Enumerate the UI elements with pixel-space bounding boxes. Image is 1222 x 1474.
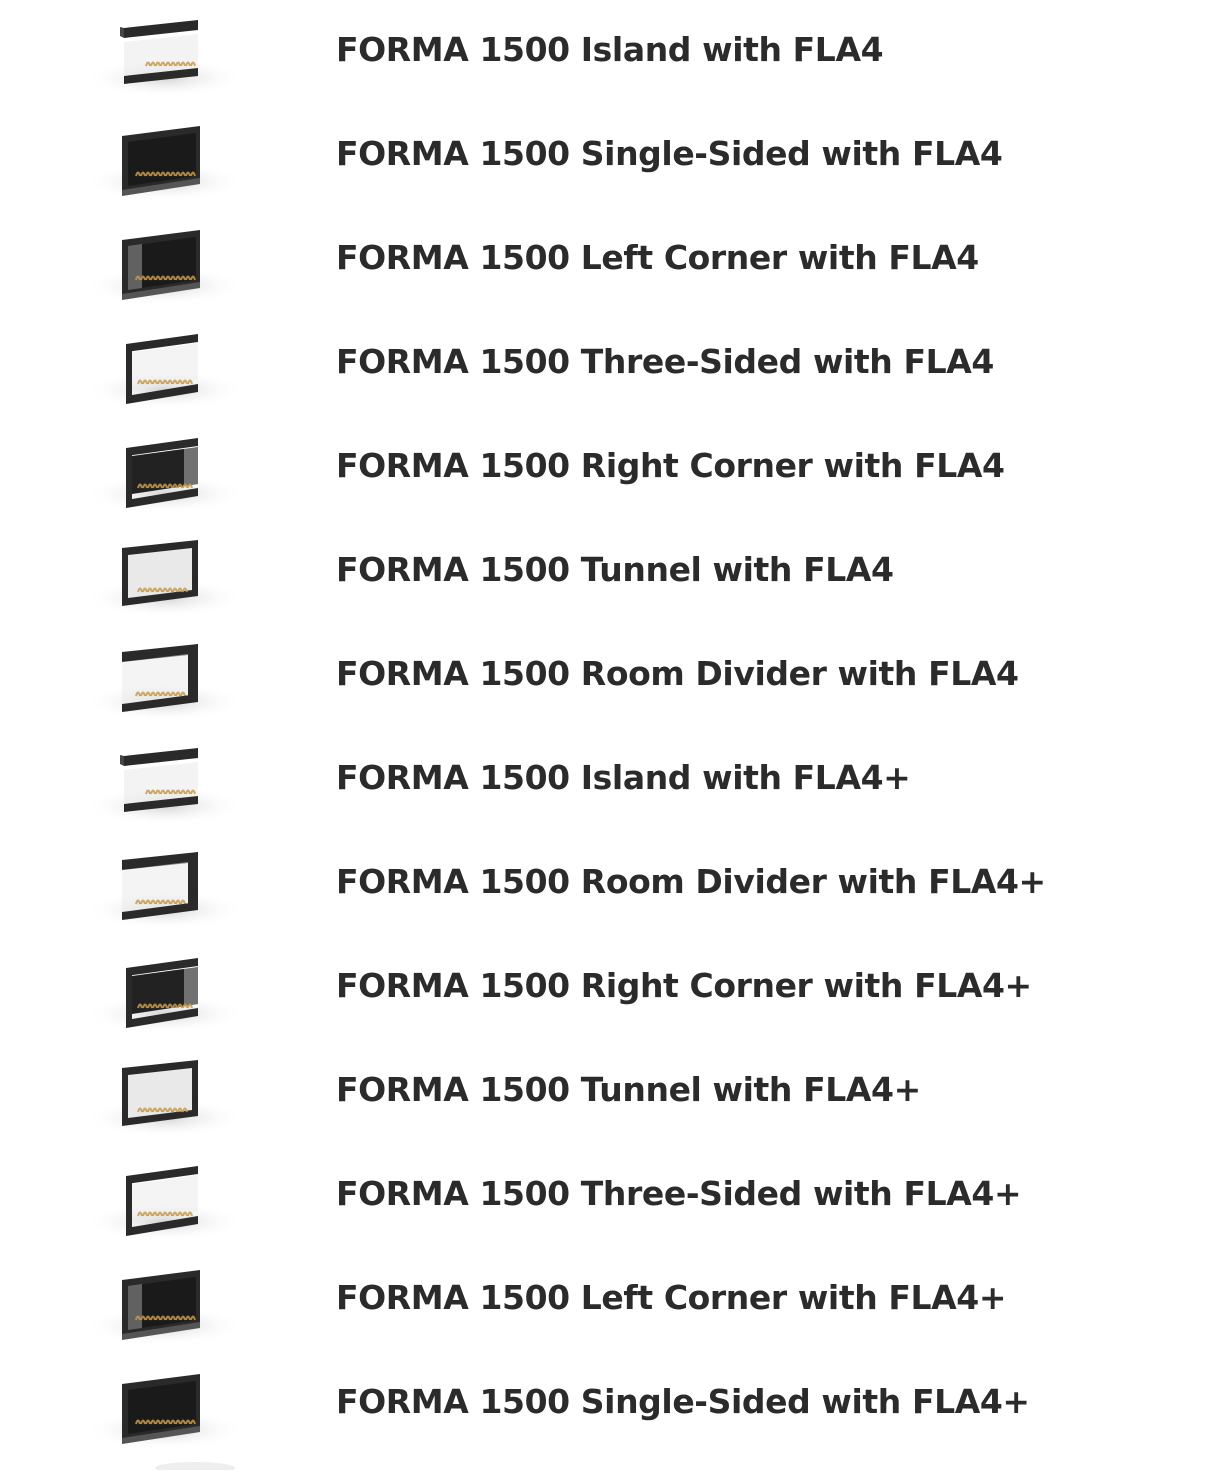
product-title[interactable]: FORMA 1500 Island with FLA4 — [336, 30, 884, 69]
product-title[interactable]: FORMA 1500 Right Corner with FLA4+ — [336, 966, 1032, 1005]
fireplace-room-divider-thumbnail[interactable] — [80, 830, 250, 938]
product-title[interactable]: FORMA 1500 Three-Sided with FLA4+ — [336, 1174, 1022, 1213]
fireplace-island-thumbnail[interactable] — [80, 726, 250, 834]
product-row[interactable] — [0, 104, 1222, 208]
product-title[interactable]: FORMA 1500 Single-Sided with FLA4+ — [336, 1382, 1030, 1421]
product-title[interactable]: FORMA 1500 Room Divider with FLA4+ — [336, 862, 1046, 901]
fireplace-left-corner-thumbnail[interactable] — [80, 206, 250, 314]
fireplace-tunnel-thumbnail[interactable] — [80, 1038, 250, 1146]
product-title[interactable]: FORMA 1500 Tunnel with FLA4 — [336, 550, 894, 589]
next-item-thumbnail-partial — [150, 1452, 240, 1470]
product-row[interactable] — [0, 1352, 1222, 1456]
fireplace-left-corner-thumbnail[interactable] — [80, 1246, 250, 1354]
fireplace-single-sided-thumbnail[interactable] — [80, 102, 250, 210]
product-title[interactable]: FORMA 1500 Single-Sided with FLA4 — [336, 134, 1003, 173]
product-title[interactable]: FORMA 1500 Tunnel with FLA4+ — [336, 1070, 921, 1109]
fireplace-right-corner-thumbnail[interactable] — [80, 414, 250, 522]
product-title[interactable]: FORMA 1500 Room Divider with FLA4 — [336, 654, 1019, 693]
product-row[interactable] — [0, 832, 1222, 936]
product-row[interactable] — [0, 728, 1222, 832]
product-row[interactable] — [0, 312, 1222, 416]
product-row[interactable] — [0, 1144, 1222, 1248]
product-row[interactable] — [0, 1040, 1222, 1144]
fireplace-right-corner-thumbnail[interactable] — [80, 934, 250, 1042]
fireplace-three-sided-thumbnail[interactable] — [80, 1142, 250, 1250]
product-title[interactable]: FORMA 1500 Three-Sided with FLA4 — [336, 342, 994, 381]
product-row[interactable] — [0, 520, 1222, 624]
fireplace-three-sided-thumbnail[interactable] — [80, 310, 250, 418]
product-title[interactable]: FORMA 1500 Left Corner with FLA4 — [336, 238, 979, 277]
product-title[interactable]: FORMA 1500 Left Corner with FLA4+ — [336, 1278, 1007, 1317]
product-row[interactable] — [0, 416, 1222, 520]
fireplace-single-sided-thumbnail[interactable] — [80, 1350, 250, 1458]
product-row[interactable] — [0, 208, 1222, 312]
product-title[interactable]: FORMA 1500 Right Corner with FLA4 — [336, 446, 1005, 485]
fireplace-island-thumbnail[interactable] — [80, 0, 250, 106]
product-row[interactable] — [0, 1248, 1222, 1352]
product-title[interactable]: FORMA 1500 Island with FLA4+ — [336, 758, 911, 797]
product-row[interactable] — [0, 0, 1222, 104]
fireplace-room-divider-thumbnail[interactable] — [80, 622, 250, 730]
product-row[interactable] — [0, 624, 1222, 728]
product-row[interactable] — [0, 936, 1222, 1040]
fireplace-tunnel-thumbnail[interactable] — [80, 518, 250, 626]
